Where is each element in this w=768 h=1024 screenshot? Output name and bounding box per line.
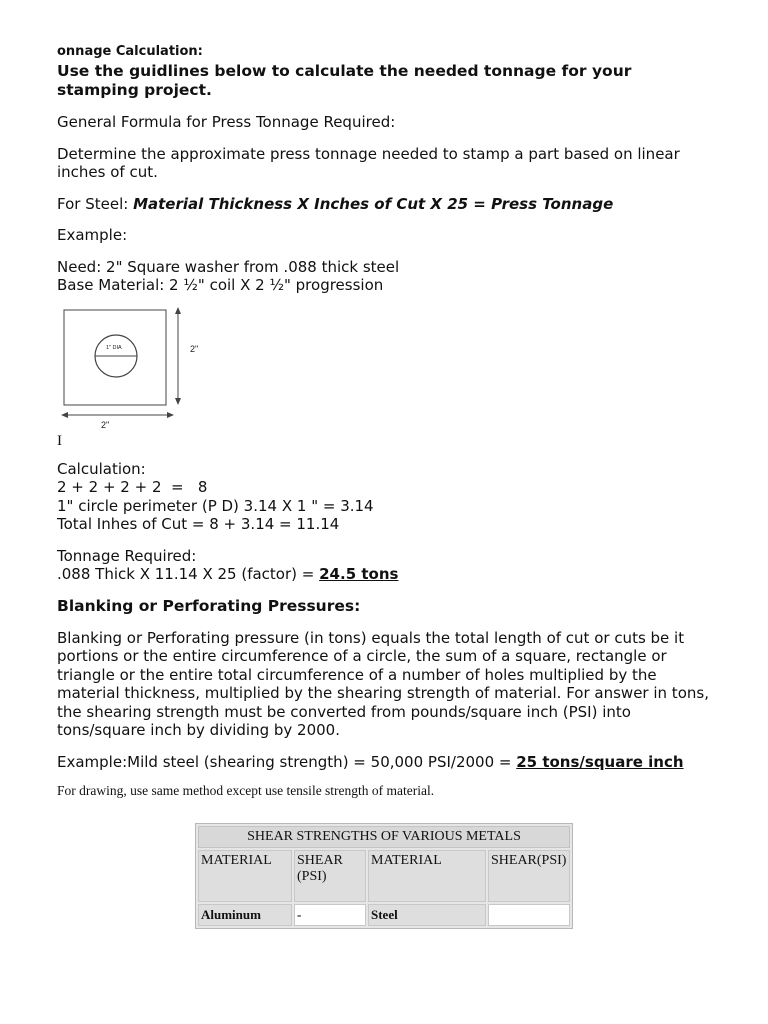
mild-steel-line bbox=[57, 753, 717, 772]
table-title: SHEAR STRENGTHS OF VARIOUS METALS bbox=[198, 826, 570, 848]
mild-steel-prefix: Example:Mild steel (shearing strength) = 50,000 PSI/2000 = bbox=[57, 752, 517, 771]
table-cell: Aluminum bbox=[198, 904, 292, 926]
table-cell: - bbox=[294, 904, 366, 926]
table-cell bbox=[488, 904, 570, 926]
column-header: MATERIAL bbox=[368, 850, 486, 902]
tonnage-line bbox=[57, 565, 717, 584]
page-headline: Use the guidlines below to calculate the needed tonnage for your stamping project. bbox=[57, 62, 632, 99]
determine-paragraph: Determine the approximate press tonnage needed to stamp a part based on linear inches of cut. bbox=[57, 144, 680, 181]
column-header: MATERIAL bbox=[198, 850, 292, 902]
mild-steel-result: 25 tons/square inch bbox=[516, 752, 684, 771]
base-material-line: Base Material: 2 ½" coil X 2 ½" progression bbox=[57, 276, 384, 294]
calculation-line-2: 1" circle perimeter (P D) 3.14 X 1 " = 3.14 bbox=[57, 496, 374, 515]
tonnage-result: 24.5 tons bbox=[319, 565, 399, 583]
steel-formula-line bbox=[57, 195, 717, 214]
drawing-note: For drawing, use same method except use tensile strength of material. bbox=[57, 783, 435, 798]
column-header: SHEAR (PSI) bbox=[294, 850, 366, 902]
circle-dimension-label: 1" DIA bbox=[106, 344, 122, 351]
table-header-row bbox=[198, 850, 570, 902]
general-formula-label: General Formula for Press Tonnage Required: bbox=[57, 113, 396, 131]
shear-strength-table bbox=[195, 823, 573, 929]
example-label: Example: bbox=[57, 226, 128, 244]
washer-drawing bbox=[57, 306, 217, 432]
table-row bbox=[198, 904, 570, 926]
need-line: Need: 2" Square washer from .088 thick steel bbox=[57, 257, 400, 276]
bottom-dimension-label: 2" bbox=[101, 419, 110, 430]
document-body bbox=[57, 44, 717, 799]
calculation-line-3: Total Inhes of Cut = 8 + 3.14 = 11.14 bbox=[57, 515, 340, 533]
column-header: SHEAR(PSI) bbox=[488, 850, 570, 902]
calculation-label: Calculation: bbox=[57, 459, 146, 478]
table-cell: Steel bbox=[368, 904, 486, 926]
tonnage-label: Tonnage Required: bbox=[57, 546, 197, 565]
text-cursor-mark: I bbox=[57, 432, 62, 449]
cut-off-heading: onnage Calculation: bbox=[57, 44, 203, 59]
washer-diagram bbox=[57, 306, 217, 432]
calculation-line-1: 2 + 2 + 2 + 2 = 8 bbox=[57, 478, 208, 496]
table-title-row bbox=[198, 826, 570, 848]
blanking-heading: Blanking or Perforating Pressures: bbox=[57, 596, 361, 615]
steel-formula: Material Thickness X Inches of Cut X 25 = Press Tonnage bbox=[133, 194, 614, 213]
tonnage-prefix: .088 Thick X 11.14 X 25 (factor) = bbox=[57, 565, 320, 583]
steel-prefix: For Steel: bbox=[57, 194, 134, 213]
blanking-paragraph: Blanking or Perforating pressure (in tons) equals the total length of cut or cuts be it portions or the entire circumference of a circle, the sum of a square, rectangle or triangle or the entire total circumference of a number of holes multiplied by the material thickness, multiplied by the shearing strength of material. For answer in tons, the shearing strength must be converted from pounds/square inch (PSI) into tons/square inch by dividing by 2000. bbox=[57, 628, 709, 739]
right-dimension-label: 2" bbox=[190, 343, 199, 354]
